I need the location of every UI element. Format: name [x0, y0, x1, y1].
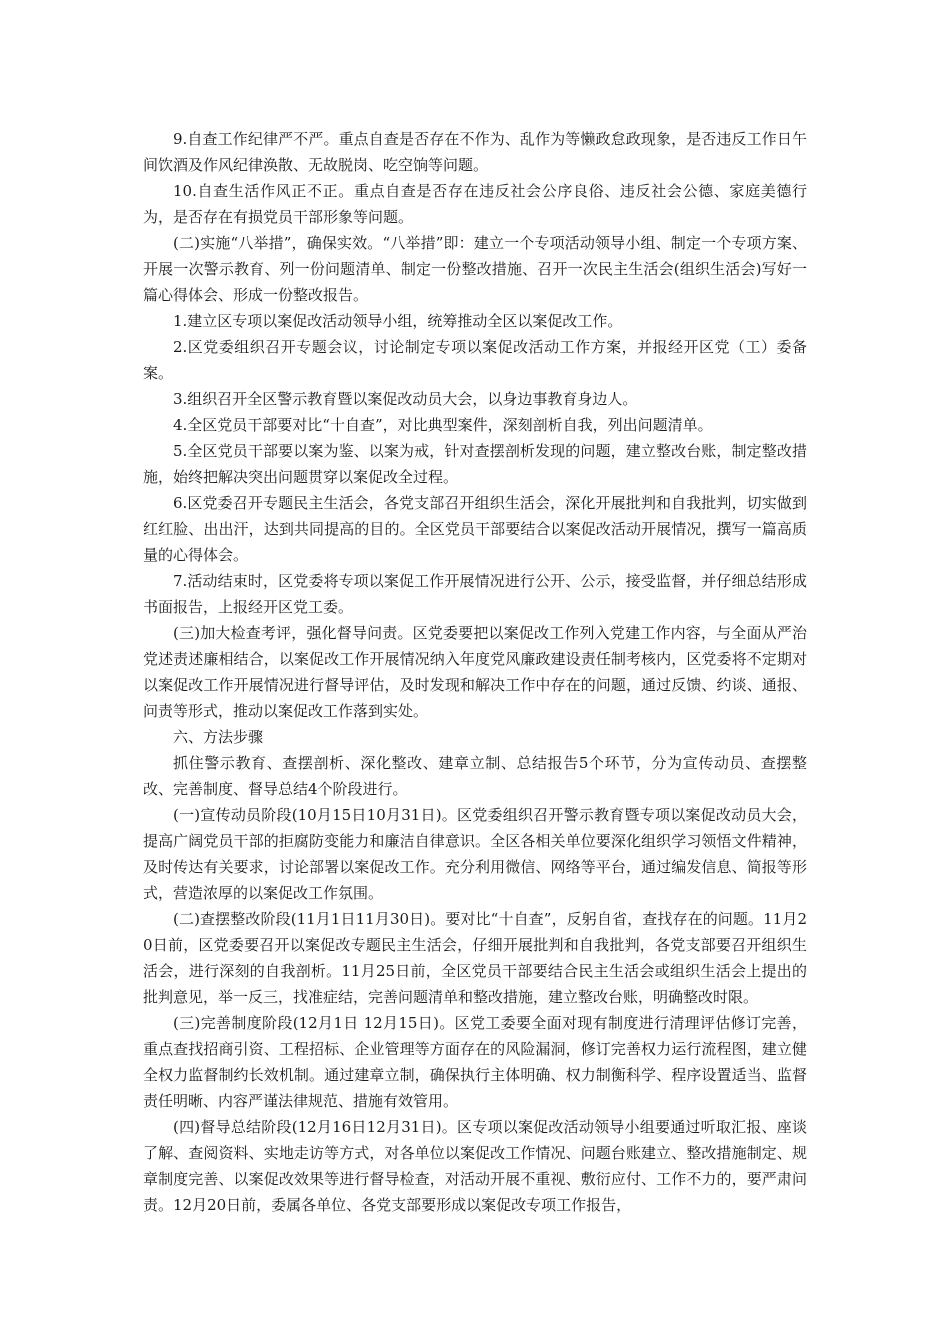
- paragraph-measure-1: 1.建立区专项以案促改活动领导小组，统筹推动全区以案促改工作。: [173, 312, 623, 330]
- section-heading-methods-steps: 六、方法步骤: [173, 728, 264, 746]
- paragraph-stage-rectification: (二)查摆整改阶段(11月1日11月30日)。要对比“十自查”，反躬自省，查找存在的问题。11月20日前，区党委要召开以案促改专题民主生活会，仔细开展批判和自我批判，各党支部要召开组织生活会，进行深刻的自我剖析。11月25日前，全区党员干部要结合民主生活会或组织生活会上提出的批判意见，举一反三，找准症结，完善问题清单和整改措施，建立整改台账，明确整改时限。: [143, 910, 807, 1006]
- paragraph-measure-6: 6.区党委召开专题民主生活会，各党支部召开组织生活会，深化开展批判和自我批判，切实做到红红脸、出出汗，达到共同提高的目的。全区党员干部要结合以案促改活动开展情况，撰写一篇高质量的心得体会。: [143, 494, 807, 564]
- paragraph-measure-3: 3.组织召开全区警示教育暨以案促改动员大会，以身边事教育身边人。: [173, 390, 638, 408]
- paragraph-stage-mobilization: (一)宣传动员阶段(10月15日10月31日)。区党委组织召开警示教育暨专项以案促改动员大会，提高广阔党员干部的拒腐防变能力和廉洁自律意识。全区各相关单位要深化组织学习领悟文件精神，及时传达有关要求，讨论部署以案促改工作。充分利用微信、网络等平台，通过编发信息、简报等形式，营造浓厚的以案促改工作氛围。: [143, 806, 807, 902]
- paragraph-methods-overview: 抓住警示教育、查摆剖析、深化整改、建章立制、总结报告5个环节，分为宣传动员、查摆整改、完善制度、督导总结4个阶段进行。: [143, 754, 807, 798]
- paragraph-measure-4: 4.全区党员干部要对比“十自查”，对比典型案件，深刻剖析自我，列出问题清单。: [173, 416, 713, 434]
- paragraph-inspection-evaluation: (三)加大检查考评，强化督导问责。区党委要把以案促改工作列入党建工作内容，与全面从严治党述责述廉相结合，以案促改工作开展情况纳入年度党风廉政建设责任制考核内，区党委将不定期对以案促改工作开展情况进行督导评估，及时发现和解决工作中存在的问题，通过反馈、约谈、通报、问责等形式，推动以案促改工作落到实处。: [143, 624, 807, 720]
- paragraph-measure-5: 5.全区党员干部要以案为鉴、以案为戒，针对查摆剖析发现的问题，建立整改台账，制定整改措施，始终把解决突出问题贯穿以案促改全过程。: [143, 442, 807, 486]
- paragraph-measure-7: 7.活动结束时，区党委将专项以案促工作开展情况进行公开、公示，接受监督，并仔细总结形成书面报告，上报经开区党工委。: [143, 572, 807, 616]
- paragraph-stage-system-improvement: (三)完善制度阶段(12月1日 12月15日)。区党工委要全面对现有制度进行清理评估修订完善，重点查找招商引资、工程招标、企业管理等方面存在的风险漏洞，修订完善权力运行流程图，建立健全权力监督制约长效机制。通过建章立制，确保执行主体明确、权力制衡科学、程序设置适当、监督责任明晰、内容严谨法律规范、措施有效管用。: [143, 1014, 807, 1110]
- paragraph-10-life-style: 10.自查生活作风正不正。重点自查是否存在违反社会公序良俗、违反社会公德、家庭美德行为，是否存在有损党员干部形象等问题。: [143, 182, 807, 226]
- paragraph-stage-supervision-summary: (四)督导总结阶段(12月16日12月31日)。区专项以案促改活动领导小组要通过听取汇报、座谈了解、查阅资料、实地走访等方式，对各单位以案促改工作情况、问题台账建立、整改措施制定、规章制度完善、以案促改效果等进行督导检查，对活动开展不重视、敷衍应付、工作不力的，要严肃问责。12月20日前，委属各单位、各党支部要形成以案促改专项工作报告，: [143, 1118, 807, 1214]
- paragraph-eight-measures: (二)实施“八举措”，确保实效。“八举措”即：建立一个专项活动领导小组、制定一个专项方案、开展一次警示教育、列一份问题清单、制定一份整改措施、召开一次民主生活会(组织生活会)写好一篇心得体会、形成一份整改报告。: [143, 234, 807, 304]
- paragraph-9-work-discipline: 9.自查工作纪律严不严。重点自查是否存在不作为、乱作为等懒政怠政现象，是否违反工作日午间饮酒及作风纪律涣散、无故脱岗、吃空饷等问题。: [143, 130, 807, 174]
- document-body: [143, 126, 807, 1218]
- paragraph-measure-2: 2.区党委组织召开专题会议，讨论制定专项以案促改活动工作方案，并报经开区党（工）委备案。: [143, 338, 807, 382]
